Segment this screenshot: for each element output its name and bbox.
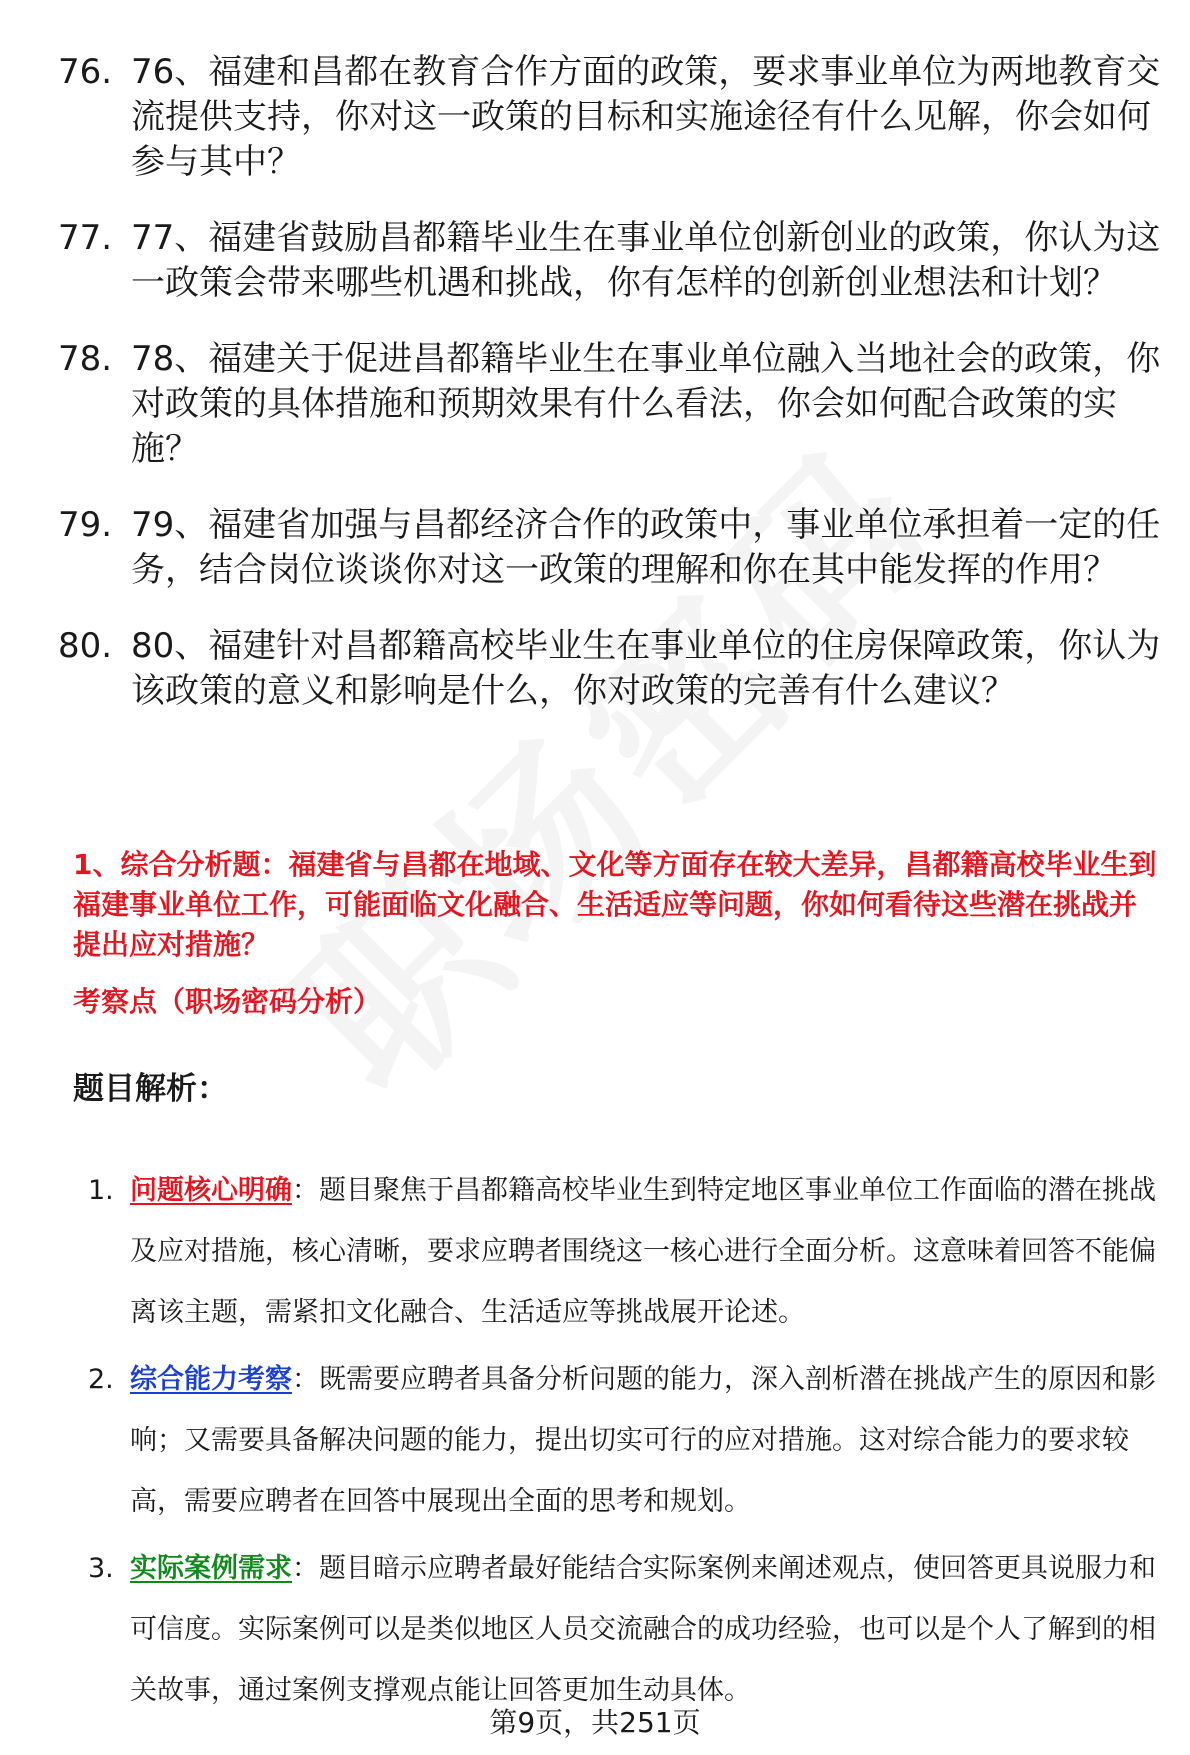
question-number: 77. [58, 218, 113, 258]
question-number: 76. [58, 52, 113, 92]
question-item [58, 337, 1163, 472]
analysis-separator: ： [292, 1553, 319, 1584]
analysis-keyword: 综合能力考察 [130, 1364, 292, 1395]
question-list [58, 50, 1163, 745]
question-item [58, 503, 1163, 593]
question-text: 79、福建省加强与昌都经济合作的政策中，事业单位承担着一定的任务，结合岗位谈谈你对这一政策的理解和你在其中能发挥的作用？ [131, 505, 1161, 590]
analysis-keyword: 实际案例需求 [130, 1553, 292, 1584]
analysis-number: 2. [88, 1364, 114, 1395]
analysis-number: 1. [88, 1175, 114, 1206]
analysis-text: 既需要应聘者具备分析问题的能力，深入剖析潜在挑战产生的原因和影响；又需要具备解决问题的能力，提出切实可行的应对措施。这对综合能力的要求较高，需要应聘者在回答中展现出全面的思考和规划。 [130, 1364, 1156, 1517]
analysis-text: 题目暗示应聘者最好能结合实际案例来阐述观点，使回答更具说服力和可信度。实际案例可以是类似地区人员交流融合的成功经验，也可以是个人了解到的相关故事，通过案例支撑观点能让回答更加生动具体。 [130, 1553, 1156, 1706]
question-item [58, 50, 1163, 185]
analysis-item [88, 1160, 1163, 1343]
analysis-separator: ： [292, 1175, 319, 1206]
question-number: 79. [58, 505, 113, 545]
question-text: 80、福建针对昌都籍高校毕业生在事业单位的住房保障政策，你认为该政策的意义和影响是什么，你对政策的完善有什么建议？ [131, 626, 1161, 711]
analysis-separator: ： [292, 1364, 319, 1395]
question-item [58, 216, 1163, 306]
section-title: 题目解析： [73, 1071, 228, 1107]
question-number: 80. [58, 626, 113, 666]
analysis-item [88, 1349, 1163, 1532]
question-text: 76、福建和昌都在教育合作方面的政策，要求事业单位为两地教育交流提供支持，你对这一政策的目标和实施途径有什么见解，你会如何参与其中？ [131, 52, 1161, 182]
question-number: 78. [58, 339, 113, 379]
analysis-list [88, 1160, 1163, 1727]
question-text: 77、福建省鼓励昌都籍毕业生在事业单位创新创业的政策，你认为这一政策会带来哪些机遇和挑战，你有怎样的创新创业想法和计划？ [131, 218, 1161, 303]
topic-heading: 1、综合分析题：福建省与昌都在地域、文化等方面存在较大差异，昌都籍高校毕业生到福建事业单位工作，可能面临文化融合、生活适应等问题，你如何看待这些潜在挑战并提出应对措施？ [73, 848, 1157, 961]
analysis-keyword: 问题核心明确 [130, 1175, 292, 1206]
analysis-text: 题目聚焦于昌都籍高校毕业生到特定地区事业单位工作面临的潜在挑战及应对措施，核心清晰，要求应聘者围绕这一核心进行全面分析。这意味着回答不能偏离该主题，需紧扣文化融合、生活适应等挑战展开论述。 [130, 1175, 1156, 1328]
page-footer: 第9页，共251页 [489, 1706, 701, 1739]
analysis-item [88, 1538, 1163, 1721]
question-text: 78、福建关于促进昌都籍毕业生在事业单位融入当地社会的政策，你对政策的具体措施和预期效果有什么看法，你会如何配合政策的实施？ [131, 339, 1161, 469]
examine-point: 考察点（职场密码分析） [73, 985, 382, 1018]
question-item [58, 624, 1163, 714]
analysis-number: 3. [88, 1553, 114, 1584]
